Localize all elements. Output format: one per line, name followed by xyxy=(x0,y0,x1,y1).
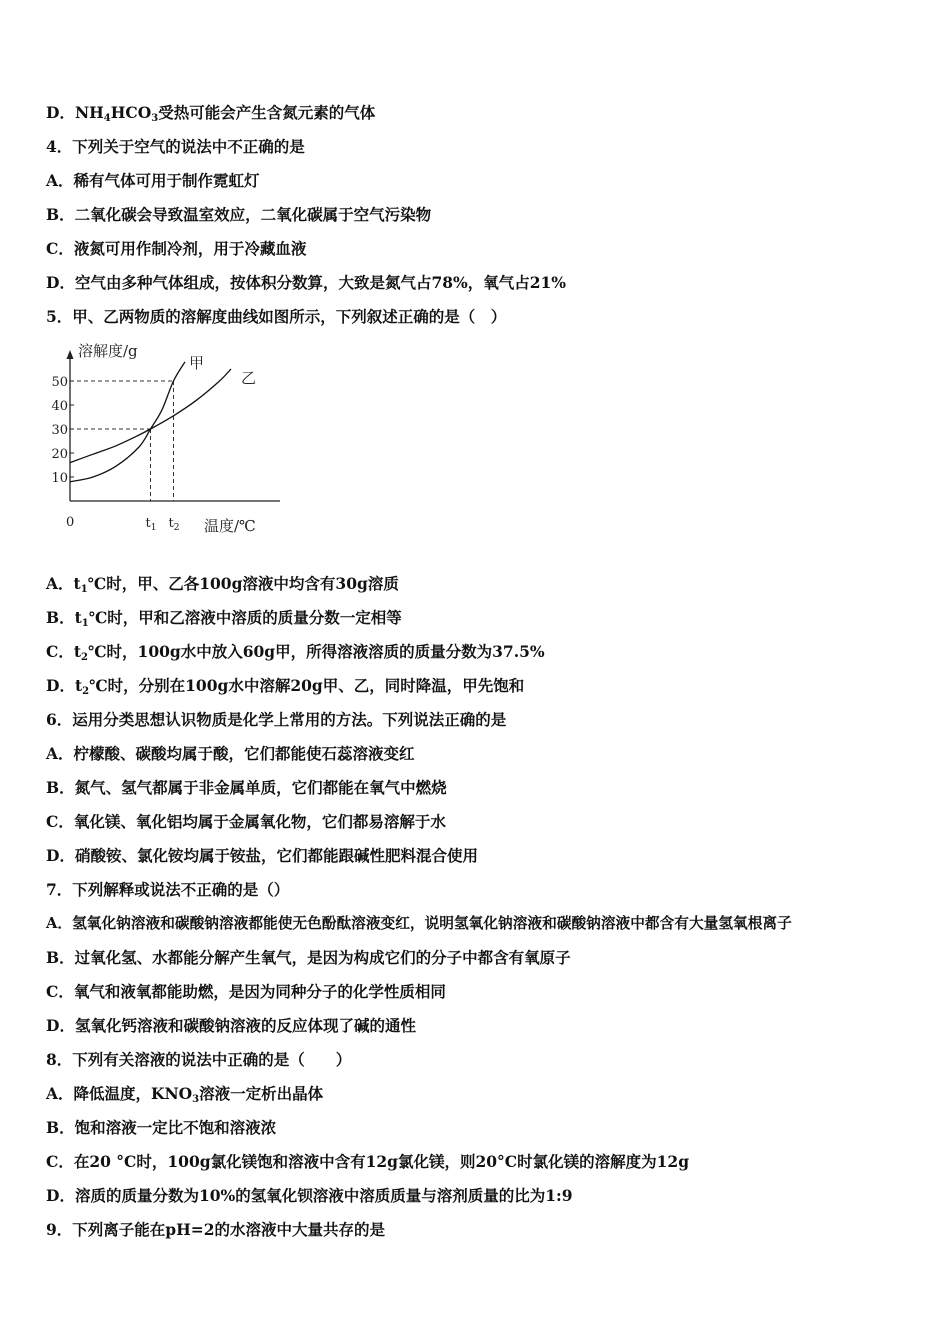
series-label-1: 甲 xyxy=(189,353,205,372)
q7-option-c: C．氧气和液氧都能助燃，是因为同种分子的化学性质相同 xyxy=(46,982,446,1001)
y-tick-label: 50 xyxy=(51,375,68,390)
q5-option-d: D．$t_2℃$时，分别在100g水中溶解20g甲、乙，同时降温，甲先饱和 xyxy=(46,676,525,697)
q4-option-c: C．液氮可用作制冷剂，用于冷藏血液 xyxy=(46,239,307,258)
q6-option-b: B．氮气、氢气都属于非金属单质，它们都能在氧气中燃烧 xyxy=(46,778,447,797)
q6-stem: 6．运用分类思想认识物质是化学上常用的方法。下列说法正确的是 xyxy=(46,710,507,729)
q3-option-d: D．$NH_4HCO_3$受热可能会产生含氮元素的气体 xyxy=(46,103,376,124)
q5-option-a: A．$t_1℃$时，甲、乙各100g溶液中均含有30g溶质 xyxy=(46,574,399,595)
q8-stem: 8．下列有关溶液的说法中正确的是（ ） xyxy=(46,1050,352,1069)
curves xyxy=(70,354,256,482)
x-axis-label: 温度/℃ xyxy=(204,517,256,535)
y-tick-label: 20 xyxy=(51,447,68,462)
q6-option-d: D．硝酸铵、氯化铵均属于铵盐，它们都能跟碱性肥料混合使用 xyxy=(46,846,478,865)
y-tick-label: 30 xyxy=(51,423,68,438)
q4-option-b: B．二氧化碳会导致温室效应，二氧化碳属于空气污染物 xyxy=(46,205,432,224)
x-tick-label: $t_1$ xyxy=(145,516,157,533)
x-tick-label: $t_2$ xyxy=(168,516,180,533)
series-label-2: 乙 xyxy=(241,369,257,387)
q7-option-a: A．氢氧化钠溶液和碳酸钠溶液都能使无色酚酞溶液变红，说明氢氧化钠溶液和碳酸钠溶液中都含有大量氢氧根离子 xyxy=(46,915,792,932)
q5-stem: 5．甲、乙两物质的溶解度曲线如图所示，下列叙述正确的是（ ） xyxy=(46,307,507,326)
q5-option-b: B．$t_1℃$时，甲和乙溶液中溶质的质量分数一定相等 xyxy=(46,608,402,629)
q6-option-a: A．柠檬酸、碳酸均属于酸，它们都能使石蕊溶液变红 xyxy=(46,744,415,763)
series-curve-1 xyxy=(70,362,185,482)
solubility-chart xyxy=(40,336,280,542)
q6-option-c: C．氧化镁、氧化铝均属于金属氧化物，它们都易溶解于水 xyxy=(46,812,446,831)
q4-stem: 4．下列关于空气的说法中不正确的是 xyxy=(46,137,305,156)
series-curve-2 xyxy=(70,369,231,463)
q9-stem: 9．下列离子能在pH=2的水溶液中大量共存的是 xyxy=(46,1220,386,1239)
q7-option-d: D．氢氧化钙溶液和碳酸钠溶液的反应体现了碱的通性 xyxy=(46,1016,416,1035)
q4-option-d: D．空气由多种气体组成，按体积分数算，大致是氮气占78%，氧气占21% xyxy=(46,273,567,292)
guide-lines xyxy=(70,381,174,501)
q5-option-c: C．$t_2℃$时，100g水中放入60g甲，所得溶液溶质的质量分数为37.5% xyxy=(46,642,545,663)
q8-option-d: D．溶质的质量分数为10%的氢氧化钡溶液中溶质质量与溶剂质量的比为1:9 xyxy=(46,1186,573,1205)
x-ticks xyxy=(146,516,180,533)
origin-label: 0 xyxy=(66,515,75,530)
q7-stem: 7．下列解释或说法不正确的是（） xyxy=(46,880,290,899)
q8-option-a: A．降低温度，$KNO_3$溶液一定析出晶体 xyxy=(46,1084,324,1105)
y-tick-label: 10 xyxy=(51,471,68,486)
q8-option-c: C．在20 °C时，100g氯化镁饱和溶液中含有12g氯化镁，则20°C时氯化镁的溶解度为12g xyxy=(46,1152,690,1171)
y-axis-arrow xyxy=(67,350,74,359)
q4-option-a: A．稀有气体可用于制作霓虹灯 xyxy=(46,171,260,190)
q8-option-b: B．饱和溶液一定比不饱和溶液浓 xyxy=(46,1118,277,1137)
y-axis-label: 溶解度/g xyxy=(78,342,138,360)
y-tick-label: 40 xyxy=(51,399,68,414)
q7-option-b: B．过氧化氢、水都能分解产生氧气，是因为构成它们的分子中都含有氧原子 xyxy=(46,948,571,967)
